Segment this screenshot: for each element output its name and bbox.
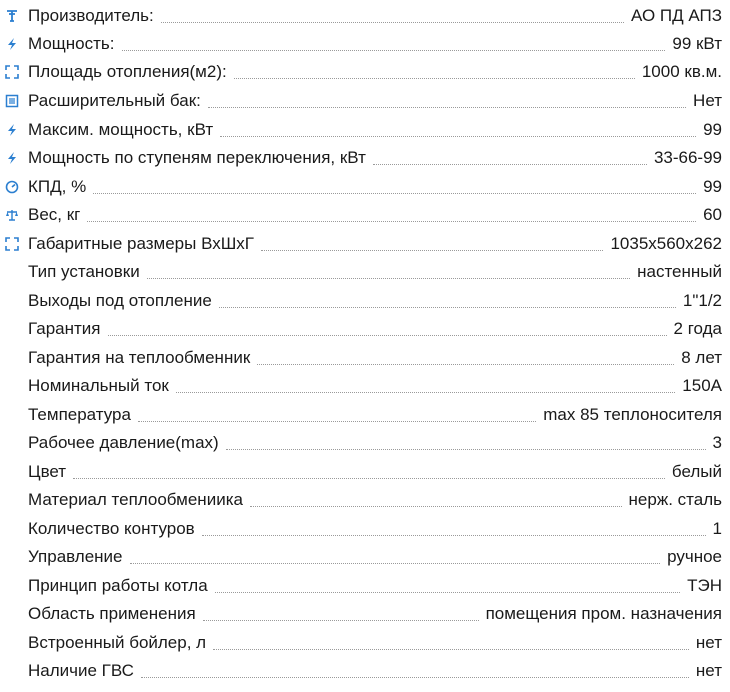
- spec-label: КПД, %: [28, 177, 87, 196]
- spec-label: Гарантия на теплообменник: [28, 348, 251, 367]
- leader-dots: [257, 364, 674, 365]
- spec-label: Тип установки: [28, 262, 140, 281]
- expand-arrows-icon: [5, 237, 19, 251]
- spec-label: Номинальный ток: [28, 376, 169, 395]
- leader-dots: [73, 478, 665, 479]
- spec-value: 1035x560x262: [610, 234, 722, 253]
- leader-dots: [87, 221, 696, 222]
- spec-value: 99 кВт: [672, 34, 722, 53]
- spec-row-dimensions: [0, 230, 722, 258]
- spec-row-application: [0, 600, 722, 628]
- spec-label: Рабочее давление(max): [28, 433, 219, 452]
- lightning-icon: [5, 151, 19, 165]
- leader-dots: [122, 50, 666, 51]
- spec-row-heat-exchanger-warranty: [0, 344, 722, 372]
- spec-value: 33-66-99: [653, 148, 722, 167]
- spec-label: Принцип работы котла: [28, 576, 208, 595]
- spec-value: max 85 теплоносителя: [543, 405, 722, 424]
- leader-dots: [220, 136, 696, 137]
- leader-dots: [141, 677, 689, 678]
- spec-row-efficiency: [0, 173, 722, 201]
- spec-row-installation-type: [0, 258, 722, 286]
- spec-row-expansion-tank: [0, 87, 722, 115]
- spec-label: Управление: [28, 547, 123, 566]
- leader-dots: [213, 649, 689, 650]
- spec-value: ТЭН: [687, 576, 722, 595]
- spec-label: Область применения: [28, 604, 196, 623]
- manufacturer-icon: [5, 9, 19, 23]
- spec-row-heating-outputs: [0, 287, 722, 315]
- leader-dots: [108, 335, 667, 336]
- spec-row-weight: [0, 201, 722, 229]
- spec-label: Цвет: [28, 462, 67, 481]
- spec-value: 8 лет: [681, 348, 722, 367]
- spec-value: 150А: [682, 376, 722, 395]
- spec-label: Выходы под отопление: [28, 291, 212, 310]
- spec-row-power: [0, 30, 722, 58]
- spec-row-hot-water: [0, 657, 722, 685]
- lightning-icon: [5, 123, 19, 137]
- spec-label: Вес, кг: [28, 205, 81, 224]
- lightning-icon: [5, 37, 19, 51]
- spec-value: 3: [712, 433, 722, 452]
- spec-label: Габаритные размеры ВхШхГ: [28, 234, 255, 253]
- spec-label: Наличие ГВС: [28, 661, 134, 680]
- leader-dots: [226, 449, 706, 450]
- spec-label: Материал теплообмениика: [28, 490, 243, 509]
- spec-row-rated-current: [0, 372, 722, 400]
- spec-value: 1: [712, 519, 722, 538]
- spec-value: 1000 кв.м.: [641, 62, 722, 81]
- leader-dots: [373, 164, 647, 165]
- spec-row-control: [0, 543, 722, 571]
- leader-dots: [176, 392, 675, 393]
- leader-dots: [203, 620, 479, 621]
- spec-label: Максим. мощность, кВт: [28, 120, 214, 139]
- spec-value: АО ПД АПЗ: [630, 6, 722, 25]
- leader-dots: [130, 563, 661, 564]
- spec-value: белый: [671, 462, 722, 481]
- spec-value: 2 года: [673, 319, 722, 338]
- leader-dots: [147, 278, 630, 279]
- leader-dots: [215, 592, 680, 593]
- spec-label: Температура: [28, 405, 131, 424]
- gauge-icon: [5, 180, 19, 194]
- spec-row-max-power: [0, 116, 722, 144]
- spec-value: помещения пром. назначения: [485, 604, 722, 623]
- spec-row-circuit-count: [0, 515, 722, 543]
- spec-row-operating-principle: [0, 572, 722, 600]
- spec-value: 99: [703, 120, 722, 139]
- spec-label: Мощность:: [28, 34, 115, 53]
- leader-dots: [138, 421, 536, 422]
- spec-value: 60: [703, 205, 722, 224]
- spec-value: 1"1/2: [682, 291, 722, 310]
- spec-value: нет: [695, 661, 722, 680]
- leader-dots: [219, 307, 676, 308]
- spec-row-warranty: [0, 315, 722, 343]
- leader-dots: [234, 78, 635, 79]
- spec-value: ручное: [667, 547, 722, 566]
- leader-dots: [161, 22, 624, 23]
- spec-value: нет: [695, 633, 722, 652]
- expand-arrows-icon: [5, 65, 19, 79]
- spec-row-heating-area: [0, 58, 722, 86]
- spec-value: 99: [703, 177, 722, 196]
- spec-label: Расширительный бак:: [28, 91, 201, 110]
- spec-label: Мощность по ступеням переключения, кВт: [28, 148, 366, 167]
- spec-label: Гарантия: [28, 319, 101, 338]
- spec-row-step-power: [0, 144, 722, 172]
- spec-row-heat-exchanger-material: [0, 486, 722, 514]
- leader-dots: [250, 506, 622, 507]
- spec-row-working-pressure: [0, 429, 722, 457]
- spec-value: Нет: [693, 91, 722, 110]
- spec-row-temperature: [0, 401, 722, 429]
- spec-label: Количество контуров: [28, 519, 195, 538]
- spec-label: Встроенный бойлер, л: [28, 633, 207, 652]
- leader-dots: [93, 193, 696, 194]
- spec-label: Производитель:: [28, 6, 154, 25]
- leader-dots: [208, 107, 686, 108]
- spec-value: настенный: [637, 262, 722, 281]
- spec-label: Площадь отопления(м2):: [28, 62, 227, 81]
- tank-icon: [5, 94, 19, 108]
- spec-row-manufacturer: [0, 2, 722, 30]
- leader-dots: [261, 250, 603, 251]
- leader-dots: [202, 535, 706, 536]
- spec-row-built-in-boiler: [0, 629, 722, 657]
- spec-value: нерж. сталь: [628, 490, 722, 509]
- scales-icon: [5, 208, 19, 222]
- spec-row-color: [0, 458, 722, 486]
